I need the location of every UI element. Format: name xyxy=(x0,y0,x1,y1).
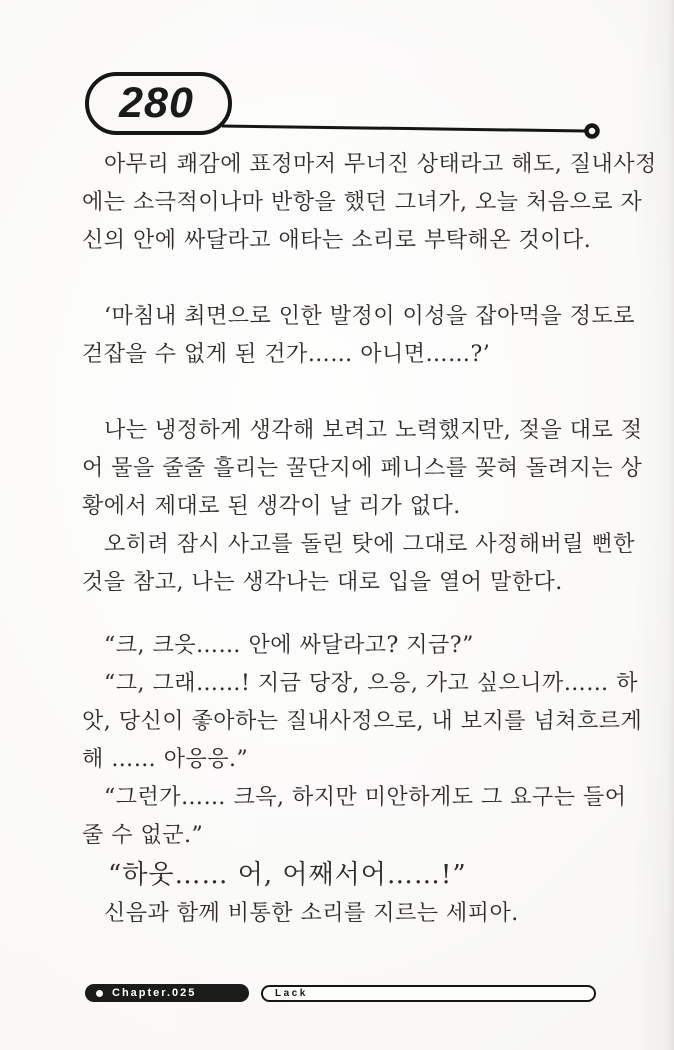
page-number-badge xyxy=(85,72,232,135)
text-line: 황에서 제대로 된 생각이 날 리가 없다. xyxy=(82,494,461,519)
header-line-end-ring-icon xyxy=(587,126,598,137)
text-line: 신음과 함께 비통한 소리를 지르는 세피아. xyxy=(104,901,519,926)
text-line: 줄 수 없군.” xyxy=(82,823,204,848)
header-rule-line xyxy=(222,126,586,131)
text-line: 어 물을 줄줄 흘리는 꿀단지에 페니스를 꽂혀 돌려지는 상 xyxy=(82,456,643,481)
text-line: 것을 참고, 나는 생각나는 대로 입을 열어 말한다. xyxy=(82,570,563,595)
series-title-badge xyxy=(261,985,596,1002)
text-line: “그, 그래……! 지금 당장, 으응, 가고 싶으니까…… 하 xyxy=(104,671,639,696)
paragraph xyxy=(82,526,635,602)
series-title-label: Lack xyxy=(275,988,308,999)
bullet-dot-icon xyxy=(96,990,103,997)
text-line: 신의 안에 싸달라고 애타는 소리로 부탁해온 것이다. xyxy=(82,228,592,253)
paragraph-dialogue-emphasis xyxy=(82,855,612,895)
paragraph-dialogue xyxy=(82,627,612,665)
text-line: 걷잡을 수 없게 된 건가…… 아니면……?’ xyxy=(82,342,491,367)
text-line: 나는 냉정하게 생각해 보려고 노력했지만, 젖을 대로 젖 xyxy=(104,418,643,443)
paragraph xyxy=(82,895,612,933)
text-line: 에는 소극적이나마 반항을 했던 그녀가, 오늘 처음으로 자 xyxy=(82,190,643,215)
page-number: 280 xyxy=(119,79,194,127)
text-line: “크, 크읏…… 안에 싸달라고? 지금?” xyxy=(104,633,474,658)
text-line: ‘마침내 최면으로 인한 발정이 이성을 잡아먹을 정도로 xyxy=(104,304,635,329)
paragraph-dialogue xyxy=(82,665,643,779)
text-line: “그런가…… 크윽, 하지만 미안하게도 그 요구는 들어 xyxy=(104,785,627,810)
paragraph-dialogue xyxy=(82,779,627,855)
text-line: 앗, 당신이 좋아하는 질내사정으로, 내 보지를 넘쳐흐르게 xyxy=(82,709,643,734)
body-text xyxy=(82,146,657,933)
chapter-label: Chapter.025 xyxy=(112,987,197,999)
paragraph xyxy=(82,412,643,526)
paragraph xyxy=(82,146,657,260)
text-line: “하웃…… 어, 어째서어……!” xyxy=(108,860,467,890)
text-line: 아무리 쾌감에 표정마저 무너진 상태라고 해도, 질내사정 xyxy=(104,152,657,177)
chapter-badge xyxy=(85,984,249,1002)
paragraph xyxy=(82,298,635,374)
text-line: 해 …… 아응응.” xyxy=(82,747,249,772)
text-line: 오히려 잠시 사고를 돌린 탓에 그대로 사정해버릴 뻔한 xyxy=(104,532,635,557)
page-footer xyxy=(0,982,674,1006)
